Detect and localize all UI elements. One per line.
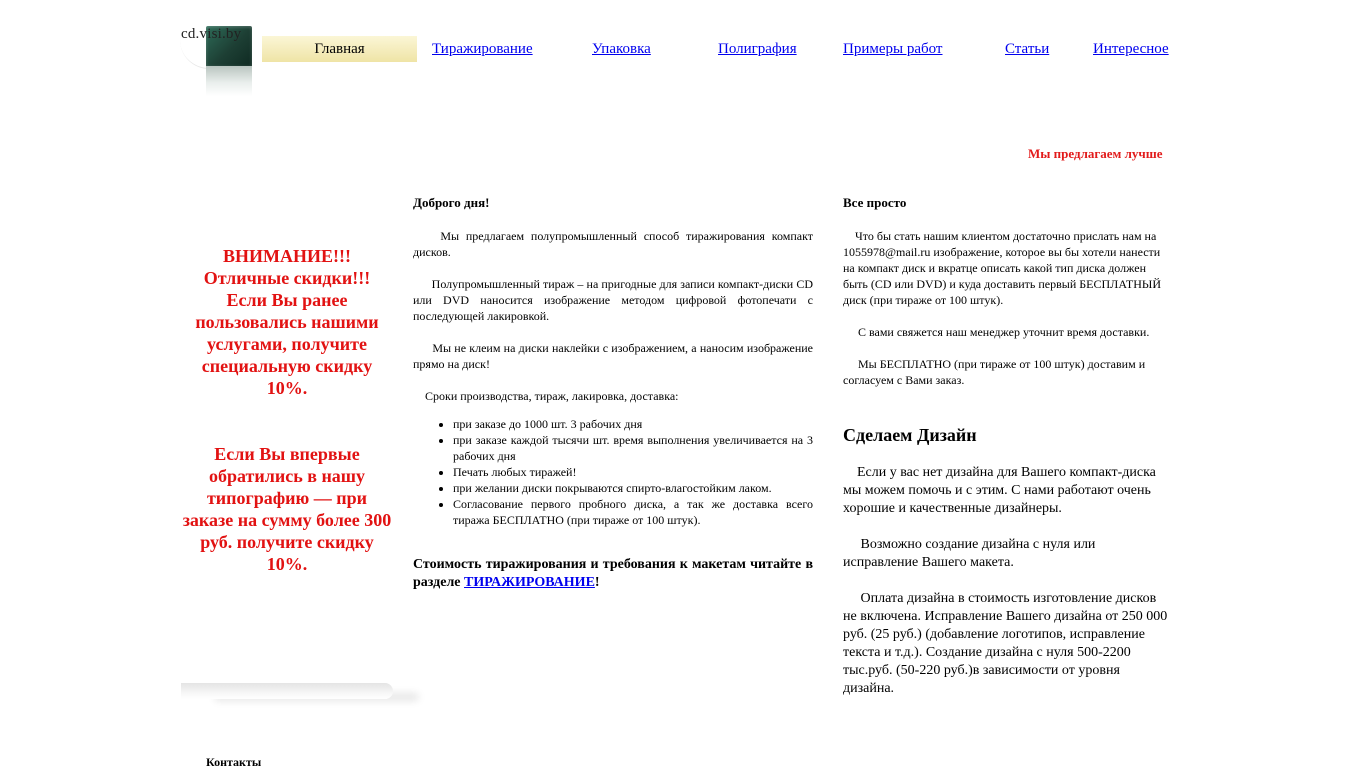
list-item: • при заказе каждой тысячи шт. время выполнения увеличивается на 3 рабочих дня xyxy=(453,432,813,464)
promo-discount-returning: ВНИМАНИЕ!!! Отличные скидки!!! Если Вы ранее пользовались нашими услугами, получите специальную скидку 10%. xyxy=(195,246,379,398)
design-from-scratch-paragraph: Возможно создание дизайна с нуля или исправление Вашего макета. xyxy=(843,537,1099,570)
cost-note xyxy=(413,556,813,592)
site-logo[interactable] xyxy=(180,24,256,96)
nav-item-home[interactable] xyxy=(262,36,417,62)
promo-discount-new: Если Вы впервые обратились в нашу типографию — при заказе на сумму более 300 руб. получите скидку 10%. xyxy=(182,444,392,574)
nav-item-portfolio[interactable] xyxy=(843,36,943,62)
design-pricing-paragraph: Оплата дизайна в стоимость изготовление дисков не включена. Исправление Вашего дизайна от 250 000 руб. (25 руб.) (добавление логотипов, исправление текста и т.д.). Создание дизайна с нуля 500-2200 тыс.руб. (50-220 руб.)в зависимости от уровня дизайна. xyxy=(843,591,1171,696)
nav-item-articles[interactable] xyxy=(1005,36,1049,62)
replication-paragraph: Полупромышленный тираж – на пригодные для записи компакт-диски CD или DVD наносится изображение методом цифровой фотопечати с последующей лакировкой. xyxy=(413,277,816,323)
list-item: • при желании диски покрываются спирто-влагостойким лаком. xyxy=(453,480,813,496)
nav-link-packaging[interactable]: Упаковка xyxy=(592,41,651,57)
design-heading: Сделаем Дизайн xyxy=(843,425,977,445)
nav-link-printing[interactable]: Полиграфия xyxy=(718,41,797,57)
nav-item-printing[interactable] xyxy=(718,36,797,62)
nav-item-replication[interactable] xyxy=(432,36,533,62)
nav-link-interesting[interactable]: Интересное xyxy=(1093,41,1169,57)
list-item: • Печать любых тиражей! xyxy=(453,464,813,480)
manager-contact-paragraph: С вами свяжется наш менеджер уточнит время доставки. xyxy=(843,325,1150,339)
design-help-paragraph: Если у вас нет дизайна для Вашего компакт-диска мы можем помочь и с этим. С нами работают очень хорошие и качественные дизайнеры. xyxy=(843,465,1160,516)
nav-link-replication[interactable]: Тиражирование xyxy=(432,41,533,57)
nav-link-articles[interactable]: Статьи xyxy=(1005,41,1050,57)
cost-note-end: ! xyxy=(594,575,600,590)
nav-link-portfolio[interactable]: Примеры работ xyxy=(843,41,943,57)
greeting-heading: Доброго дня! xyxy=(413,195,490,210)
contacts-heading[interactable]: Контакты xyxy=(206,755,262,768)
nav-item-packaging[interactable] xyxy=(592,36,651,62)
left-decorative-bar xyxy=(181,683,393,699)
logo-text: cd.visi.by xyxy=(181,26,242,42)
sidebar-right xyxy=(843,195,1171,716)
list-item: • Согласование первого пробного диска, а так же доставка всего тиража БЕСПЛАТНО (при тираже от 100 штук). xyxy=(453,496,813,528)
main-content xyxy=(413,195,817,592)
logo-reflection xyxy=(206,66,252,96)
simple-heading: Все просто xyxy=(843,195,907,210)
terms-list xyxy=(413,416,813,528)
intro-paragraph: Мы предлагаем полупромышленный способ тиражирования компакт дисков. xyxy=(413,229,817,259)
terms-paragraph: Сроки производства, тираж, лакировка, доставка: xyxy=(413,389,679,403)
no-stickers-paragraph: Мы не клеим на диски наклейки с изображением, а наносим изображение прямо на диск! xyxy=(413,341,817,371)
free-delivery-paragraph: Мы БЕСПЛАТНО (при тираже от 100 штук) доставим и согласуем с Вами заказ. xyxy=(843,357,1149,387)
nav-item-home-label: Главная xyxy=(314,41,365,57)
how-to-order-paragraph: Что бы стать нашим клиентом достаточно прислать нам на 1055978@mail.ru изображение, которое вы бы хотели нанести на компакт диск и вкратце описать какой тип диска должен быть (CD или DVD) и куда доставить первый БЕСПЛАТНЫЙ диск (при тираже от 100 штук). xyxy=(843,229,1165,307)
tagline: Мы предлагаем лучше xyxy=(1028,146,1163,161)
replication-link[interactable]: ТИРАЖИРОВАНИЕ xyxy=(464,575,595,590)
nav-item-interesting[interactable] xyxy=(1093,36,1169,62)
cost-note-text: Стоимость тиражирования и требования к макетам читайте в разделе xyxy=(413,557,813,590)
list-item: • при заказе до 1000 шт. 3 рабочих дня xyxy=(453,416,813,432)
